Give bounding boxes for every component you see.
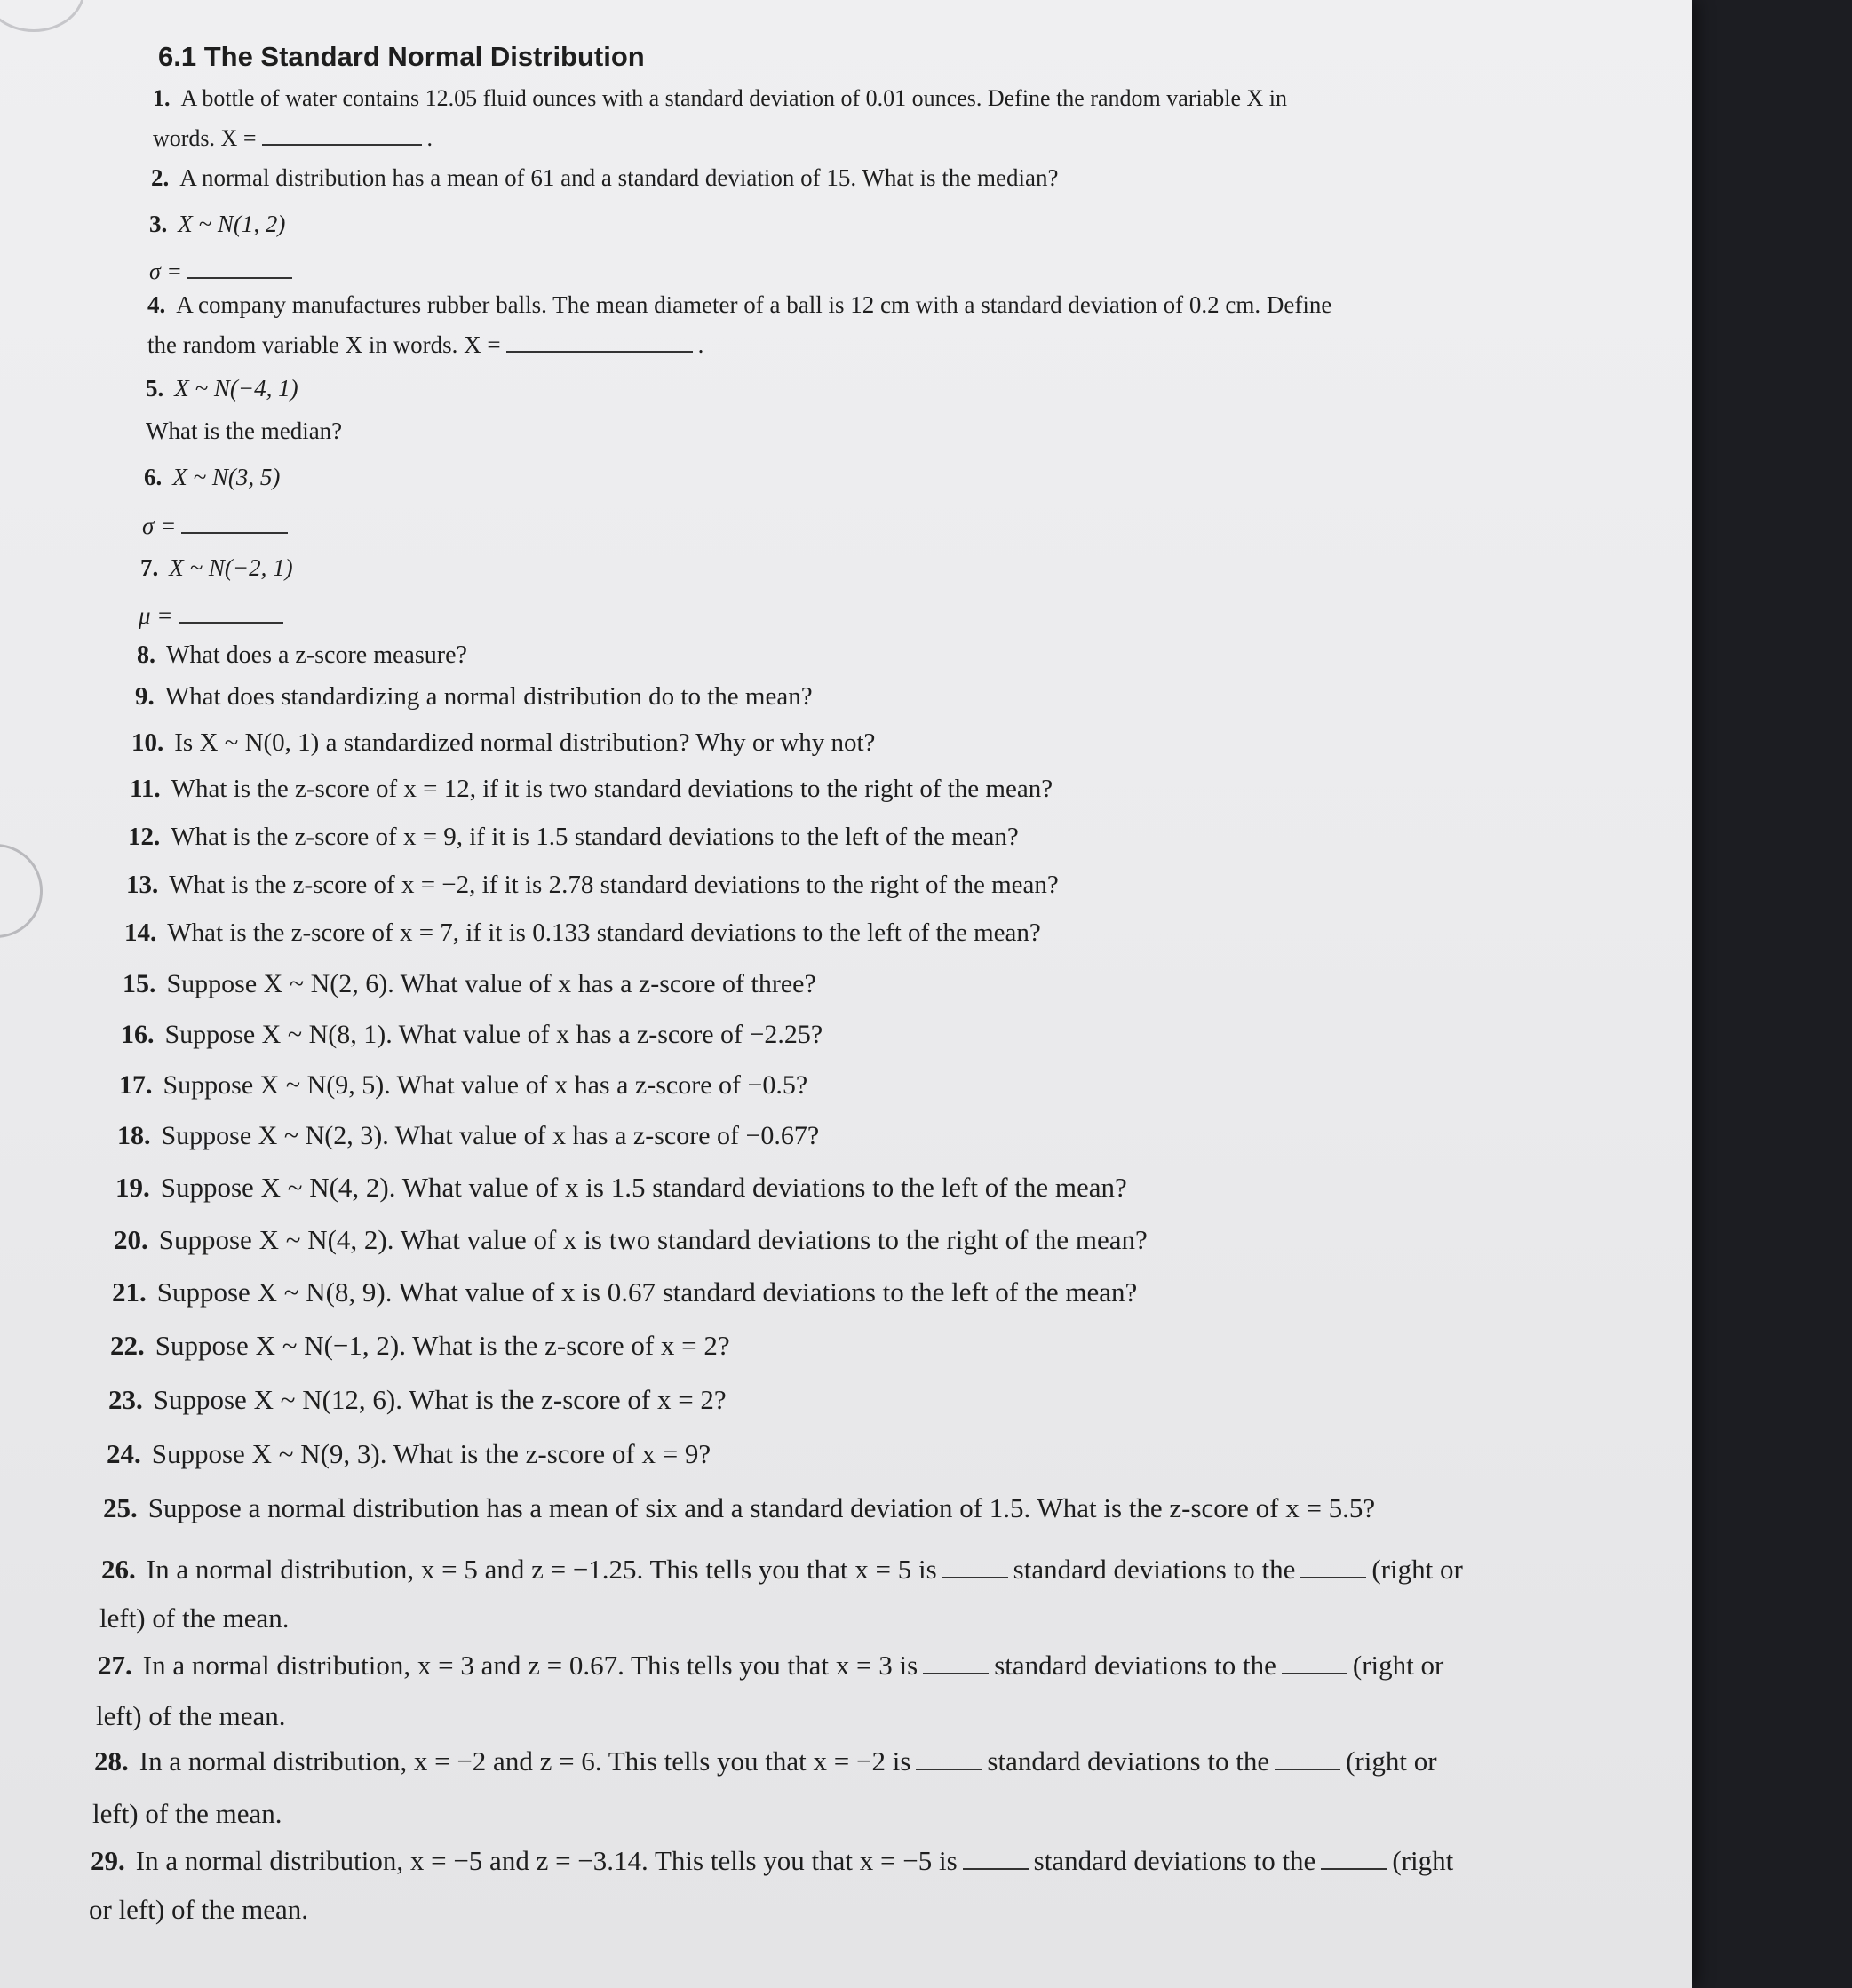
answer-blank[interactable] (262, 121, 422, 146)
question-text-mid: standard deviations to the (1013, 1554, 1296, 1585)
question-text: In a normal distribution, x = 5 and z = −1.25. This tells you that x = 5 is (146, 1554, 937, 1585)
question-text: What does standardizing a normal distribution do to the mean? (164, 682, 813, 711)
question-text: In a normal distribution, x = 3 and z = 0.67. This tells you that x = 3 is (142, 1650, 918, 1681)
answer-blank[interactable] (1282, 1645, 1347, 1674)
question-29-line-2 (89, 1892, 308, 1928)
question-text: A normal distribution has a mean of 61 and a standard deviation of 15. What is the median? (179, 164, 1059, 191)
question-text-tail: . (426, 125, 433, 151)
question-number: 4. (147, 291, 166, 318)
answer-blank[interactable] (1321, 1841, 1387, 1870)
question-text: Suppose X ~ N(2, 6). What value of x has a z-score of three? (166, 969, 816, 998)
answer-blank[interactable] (942, 1549, 1008, 1578)
question-text: X ~ N(1, 2) (178, 211, 286, 237)
question-number: 21. (112, 1276, 147, 1308)
question-20 (114, 1222, 1148, 1258)
question-25 (103, 1491, 1375, 1526)
answer-blank[interactable] (1300, 1549, 1366, 1578)
binder-hole-mark (0, 0, 85, 32)
question-13 (126, 869, 1059, 903)
question-text: σ = (142, 513, 177, 539)
question-number: 27. (98, 1650, 132, 1681)
question-text: or left) of the mean. (89, 1894, 309, 1925)
question-text: left) of the mean. (99, 1602, 290, 1634)
answer-blank[interactable] (187, 254, 292, 279)
question-text: words. X = (153, 125, 257, 151)
question-number: 20. (114, 1224, 148, 1255)
question-number: 28. (94, 1745, 129, 1777)
question-text-end: (right (1392, 1845, 1454, 1876)
question-text: X ~ N(3, 5) (172, 464, 281, 490)
question-number: 14. (124, 918, 157, 947)
question-number: 13. (126, 871, 159, 899)
question-text: Suppose X ~ N(−1, 2). What is the z-score of x = 2? (155, 1330, 730, 1361)
question-text: In a normal distribution, x = −5 and z = −3.14. This tells you that x = −5 is (135, 1845, 958, 1876)
question-28-line-2 (92, 1796, 282, 1832)
question-number: 17. (119, 1070, 153, 1100)
question-text: What is the z-score of x = −2, if it is 2.78 standard deviations to the right of the mean? (169, 871, 1059, 899)
question-text: Suppose a normal distribution has a mean of six and a standard deviation of 1.5. What is the z-score of x = 5.5? (147, 1492, 1376, 1523)
question-1-line-2 (153, 121, 433, 154)
question-text: Suppose X ~ N(4, 2). What value of x is 1.5 standard deviations to the left of the mean? (160, 1172, 1127, 1203)
question-26 (101, 1549, 1463, 1587)
mu-answer-line (139, 598, 289, 632)
question-29 (91, 1841, 1453, 1879)
question-text: Suppose X ~ N(4, 2). What value of x is two standard deviations to the right of the mean? (158, 1224, 1148, 1255)
question-number: 3. (149, 211, 168, 237)
question-9 (135, 680, 813, 714)
answer-blank[interactable] (181, 508, 288, 534)
question-number: 16. (121, 1020, 155, 1049)
sigma-answer-line (149, 254, 298, 287)
question-text: the random variable X in words. X = (147, 331, 501, 358)
answer-blank[interactable] (916, 1741, 982, 1770)
answer-blank[interactable] (963, 1841, 1029, 1870)
question-text: What is the z-score of x = 9, if it is 1.5 standard deviations to the left of the mean? (171, 823, 1019, 851)
question-number: 6. (144, 464, 163, 490)
question-text: μ = (139, 602, 173, 629)
question-4-line-2 (147, 327, 703, 361)
question-number: 29. (91, 1845, 125, 1876)
question-text-end: (right or (1371, 1554, 1463, 1585)
question-15 (123, 966, 816, 1001)
binder-hole (0, 844, 43, 938)
answer-blank[interactable] (179, 598, 283, 624)
question-text: Suppose X ~ N(9, 5). What value of x has a z-score of −0.5? (163, 1070, 808, 1100)
question-number: 5. (146, 375, 164, 402)
question-23 (108, 1382, 727, 1418)
question-text: left) of the mean. (96, 1700, 286, 1731)
question-number: 11. (130, 775, 161, 803)
answer-blank[interactable] (506, 327, 693, 353)
question-text-mid: standard deviations to the (1033, 1845, 1316, 1876)
question-19 (115, 1170, 1127, 1205)
question-text: Suppose X ~ N(9, 3). What is the z-score of x = 9? (151, 1438, 711, 1469)
question-5 (146, 373, 298, 404)
question-text: What is the median? (146, 417, 343, 444)
answer-blank[interactable] (923, 1645, 989, 1674)
question-24 (107, 1436, 711, 1472)
question-text: left) of the mean. (92, 1798, 282, 1829)
question-number: 8. (137, 641, 155, 669)
question-text: X ~ N(−4, 1) (174, 375, 298, 402)
question-number: 25. (103, 1492, 138, 1523)
question-text: X ~ N(−2, 1) (169, 554, 293, 581)
question-text: A company manufactures rubber balls. The mean diameter of a ball is 12 cm with a standard deviation of 0.2 cm. Define (176, 291, 1332, 318)
question-number: 19. (115, 1172, 150, 1203)
question-5-line-2 (146, 416, 342, 447)
question-16 (121, 1017, 823, 1052)
question-17 (119, 1068, 807, 1102)
question-6 (144, 462, 280, 493)
question-27-line-2 (96, 1698, 285, 1734)
question-number: 18. (117, 1121, 151, 1150)
question-number: 7. (140, 554, 159, 581)
question-text: σ = (149, 258, 182, 284)
question-number: 22. (110, 1330, 145, 1361)
page-title: 6.1 The Standard Normal Distribution (158, 41, 645, 72)
question-11 (130, 773, 1053, 807)
question-number: 12. (128, 823, 161, 851)
question-text-end: (right or (1352, 1650, 1444, 1681)
question-text: Suppose X ~ N(8, 1). What value of x has a z-score of −2.25? (164, 1020, 823, 1049)
question-12 (128, 821, 1019, 855)
question-text-tail: . (697, 331, 704, 358)
question-18 (117, 1118, 819, 1153)
answer-blank[interactable] (1275, 1741, 1340, 1770)
question-22 (110, 1328, 730, 1364)
question-26-line-2 (99, 1601, 289, 1636)
sigma-answer-line (142, 508, 293, 542)
question-text: Suppose X ~ N(2, 3). What value of x has a z-score of −0.67? (161, 1121, 820, 1150)
question-text: What is the z-score of x = 7, if it is 0.133 standard deviations to the left of the mean? (167, 918, 1041, 947)
question-text: What does a z-score measure? (166, 641, 467, 669)
question-number: 23. (108, 1384, 143, 1415)
question-number: 1. (153, 85, 171, 111)
question-number: 15. (123, 969, 156, 998)
question-text: Is X ~ N(0, 1) a standardized normal distribution? Why or why not? (174, 728, 876, 757)
question-number: 24. (107, 1438, 141, 1469)
question-text-mid: standard deviations to the (994, 1650, 1276, 1681)
question-4 (147, 290, 1331, 321)
question-8 (137, 640, 467, 672)
question-7 (140, 553, 293, 584)
question-number: 26. (101, 1554, 136, 1585)
question-21 (112, 1275, 1137, 1310)
question-text: Suppose X ~ N(12, 6). What is the z-score of x = 2? (153, 1384, 727, 1415)
question-10 (131, 727, 875, 760)
question-3 (149, 209, 285, 240)
question-number: 9. (135, 682, 155, 711)
question-2 (151, 163, 1059, 194)
question-text-end: (right or (1346, 1745, 1437, 1777)
question-text: Suppose X ~ N(8, 9). What value of x is 0.67 standard deviations to the left of the mean? (156, 1276, 1138, 1308)
question-1 (153, 83, 1287, 114)
question-text-mid: standard deviations to the (987, 1745, 1270, 1777)
question-text: A bottle of water contains 12.05 fluid ounces with a standard deviation of 0.01 ounces. Define the random variable X in (180, 85, 1287, 111)
question-number: 10. (131, 728, 164, 757)
question-text: In a normal distribution, x = −2 and z = 6. This tells you that x = −2 is (139, 1745, 911, 1777)
question-14 (124, 917, 1041, 950)
question-28 (94, 1741, 1437, 1779)
question-27 (98, 1645, 1443, 1683)
question-text: What is the z-score of x = 12, if it is two standard deviations to the right of the mean? (171, 775, 1053, 803)
question-number: 2. (151, 164, 170, 191)
